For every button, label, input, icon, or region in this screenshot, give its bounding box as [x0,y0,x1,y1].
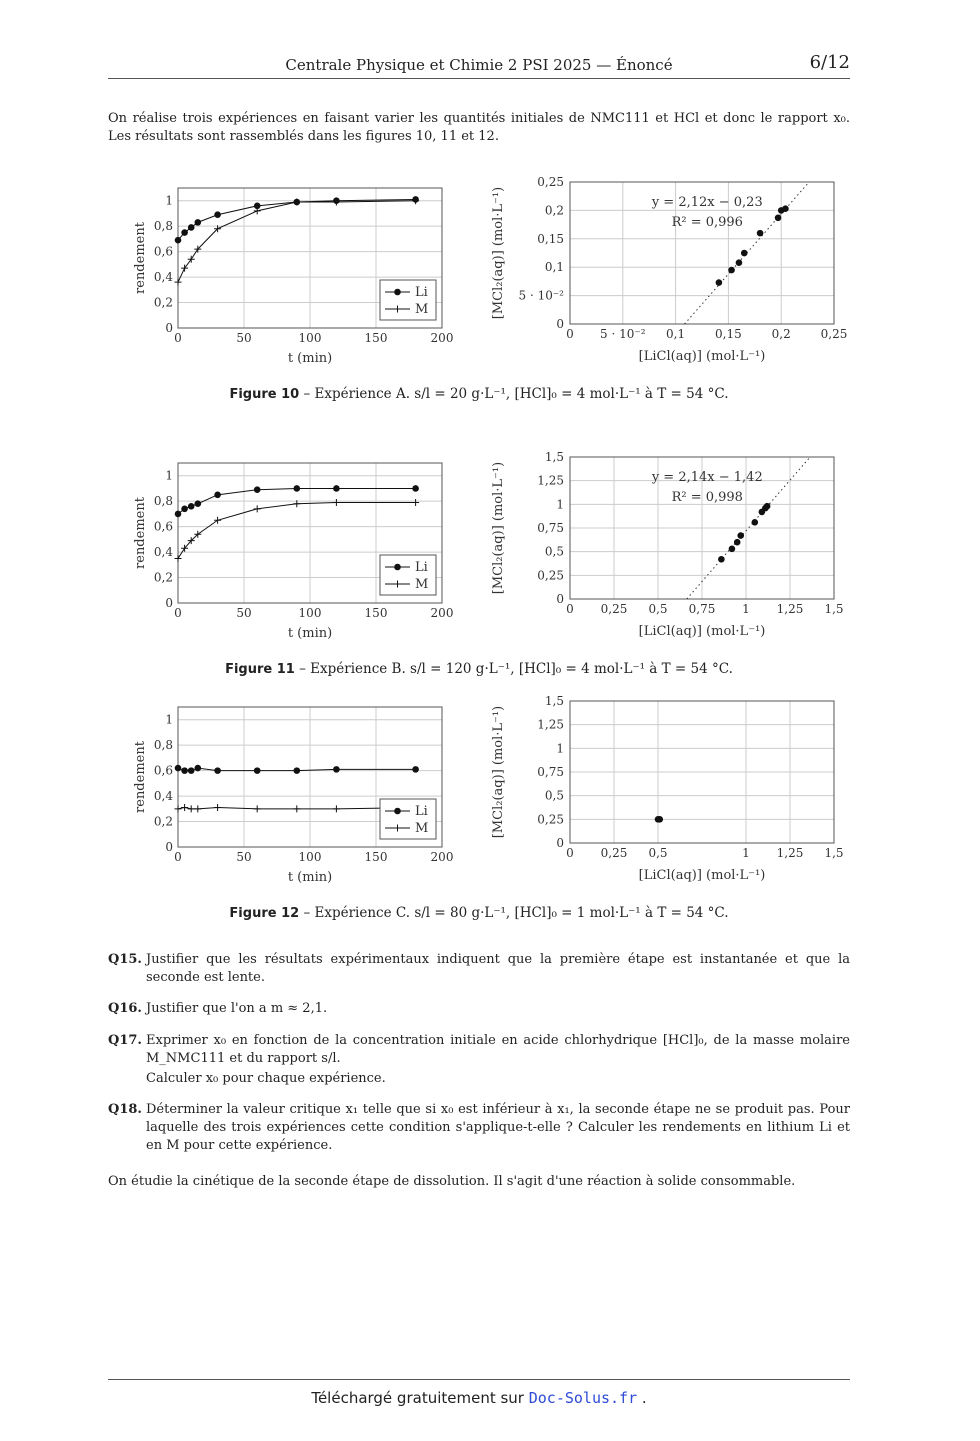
series-M-point [214,517,221,524]
series-M-point [181,265,188,272]
header-title: Centrale Physique et Chimie 2 PSI 2025 — Énoncé [285,56,673,74]
r-squared: R² = 0,998 [671,490,743,505]
series-Li-line [178,199,416,240]
series-M-point [181,804,188,811]
figure-12-charts [108,689,850,889]
question-15-text: Justifier que les résultats expérimentaux indiquent que la première étape est instantanée et que la seconde est lente. [146,952,850,985]
y-axis-label: [MCl₂(aq)] (mol·L⁻¹) [491,461,506,595]
y-axis-label: [MCl₂(aq)] (mol·L⁻¹) [491,705,506,839]
y-axis-label: [MCl₂(aq)] (mol·L⁻¹) [491,186,506,320]
series-M-line [178,201,416,282]
series-Li-point [181,229,188,236]
data-point [741,250,748,257]
series-Li-point [294,485,301,492]
legend-li-label: Li [415,560,428,575]
question-16-number: Q16. [108,1001,142,1016]
question-17-text-2: Calculer x₀ pour chaque expérience. [146,1071,386,1086]
figure-11-caption [108,661,850,677]
x-tick-label: 0,25 [820,327,848,341]
legend-m-label: M [415,821,429,836]
y-tick-label: 0,25 [537,568,564,583]
x-tick-label: 0,5 [648,846,668,860]
series-M-point [175,555,182,562]
legend-li-label: Li [415,804,428,819]
series-M-point [254,805,261,812]
x-tick-label: 0 [566,846,574,860]
series-Li-point [214,767,221,774]
x-axis-label: [LiCl(aq)] (mol·L⁻¹) [638,868,766,883]
y-tick-label: 0,4 [153,270,173,285]
legend-li-marker [394,289,401,296]
series-Li-point [188,767,195,774]
footer-suffix: . [637,1389,647,1407]
series-Li-point [333,485,340,492]
question-15-number: Q15. [108,952,142,967]
question-18-number: Q18. [108,1102,142,1117]
y-tick-label: 0,4 [153,789,173,804]
legend-li-marker [394,808,401,815]
series-M-point [194,805,201,812]
series-Li-point [188,503,195,510]
question-17-text: Exprimer x₀ en fonction de la concentration initiale en acide chlorhydrique [HCl]₀, de la masse molaire M_NMC111 et du rapport s/l. [146,1033,850,1066]
x-tick-label: 100 [298,331,322,345]
figure-10 [108,170,850,410]
series-Li-point [412,485,419,492]
series-M-point [412,499,419,506]
data-point [775,214,782,221]
figure-12 [108,689,850,929]
figure-11 [108,445,850,685]
closing-paragraph: On étudie la cinétique de la seconde étape de dissolution. Il s'agit d'une réaction à solide consommable. [108,1174,796,1189]
legend-m-label: M [415,577,429,592]
x-tick-label: 0,2 [771,327,791,341]
data-point [757,230,764,237]
y-tick-label: 0,2 [544,203,564,218]
y-tick-label: 0 [556,317,564,331]
r-squared: R² = 0,996 [671,215,743,230]
data-point [718,556,725,563]
x-tick-label: 100 [298,850,322,864]
y-tick-label: 1 [165,468,173,483]
x-tick-label: 5 · 10⁻² [600,327,646,341]
x-tick-label: 0,15 [715,327,742,341]
series-M-line [178,502,416,558]
figure-12-label: Figure 12 [229,906,300,921]
series-Li-point [333,766,340,773]
y-tick-label: 1 [165,193,173,208]
y-tick-label: 0,4 [153,545,173,560]
figure-11-caption-text: – Expérience B. s/l = 120 g·L⁻¹, [HCl]₀ = 4 mol·L⁻¹ à T = 54 °C. [294,661,733,677]
figure-12-caption [108,905,850,921]
series-M-point [293,199,300,206]
fig2-right-chart [491,694,844,883]
intro-paragraph: On réalise trois expériences en faisant varier les quantités initiales de NMC111 et HCl et donc le rapport x₀. Les résultats sont rassemblés dans les figures 10, 11 et 12. [108,111,850,144]
figure-11-charts [108,445,850,645]
x-tick-label: 1 [742,846,750,860]
x-tick-label: 0 [174,606,182,620]
footer-text [108,1389,850,1407]
y-tick-label: 0,15 [537,231,564,246]
x-tick-label: 100 [298,606,322,620]
series-M-point [333,499,340,506]
x-tick-label: 0 [566,602,574,616]
series-Li-point [195,219,202,226]
fit-equation: y = 2,12x − 0,23 [651,195,763,210]
figure-10-label: Figure 10 [229,387,300,402]
y-tick-label: 0,8 [153,219,173,234]
x-tick-label: 0,75 [688,602,716,616]
question-16-text: Justifier que l'on a m ≈ 2,1. [146,1001,328,1016]
x-tick-label: 150 [364,331,388,345]
question-15 [108,951,850,987]
series-Li-point [214,211,221,218]
question-16 [108,1000,850,1018]
x-tick-label: 1,25 [776,602,804,616]
series-Li-point [254,767,261,774]
y-tick-label: 0,2 [153,295,173,310]
data-point [737,532,744,539]
x-axis-label: t (min) [287,870,333,885]
data-point [736,259,743,266]
series-M-point [214,804,221,811]
series-Li-point [412,766,419,773]
y-tick-label: 1 [165,712,173,727]
legend-li-marker [394,564,401,571]
series-Li-point [195,765,202,772]
y-axis-label: rendement [133,741,148,813]
series-M-point [175,279,182,286]
question-17 [108,1032,850,1088]
x-tick-label: 0,25 [600,846,628,860]
y-tick-label: 0,6 [153,244,173,259]
fig0-left-chart [133,188,453,366]
fig1-right-chart [491,450,844,639]
footer-prefix: Téléchargé gratuitement sur [311,1389,529,1407]
series-M-point [188,256,195,263]
y-axis-label: rendement [133,222,148,294]
x-axis-label: [LiCl(aq)] (mol·L⁻¹) [638,624,766,639]
legend-li-label: Li [415,285,428,300]
x-tick-label: 0 [174,331,182,345]
series-Li-point [175,765,182,772]
series-Li-point [214,492,221,499]
x-tick-label: 50 [236,850,252,864]
y-tick-label: 0,2 [153,570,173,585]
y-tick-label: 0,75 [537,521,564,535]
data-point [752,519,759,526]
series-M-point [333,805,340,812]
y-tick-label: 0,75 [537,765,564,779]
y-tick-label: 0,8 [153,738,173,753]
question-18 [108,1101,850,1155]
x-tick-label: 1,5 [824,846,844,860]
x-tick-label: 0,5 [648,602,668,616]
y-tick-label: 1,25 [537,717,564,732]
x-axis-label: [LiCl(aq)] (mol·L⁻¹) [638,349,766,364]
series-M-point [254,207,261,214]
fig0-right-chart [491,175,847,364]
question-18-text: Déterminer la valeur critique x₁ telle que si x₀ est inférieur à x₁, la seconde étape ne se produit pas. Pour laquelle des trois expériences cette condition s'applique-t-elle ? Calculer les rendements en lithium Li et en M pour cette expérience. [146,1102,850,1153]
series-M-point [254,505,261,512]
series-Li-point [181,767,188,774]
x-tick-label: 1,5 [824,602,844,616]
data-point [729,546,736,553]
y-tick-label: 0,5 [544,544,564,559]
y-tick-label: 0,25 [537,175,564,189]
page-number: 6/12 [809,52,850,73]
data-point [764,503,771,510]
question-17-number: Q17. [108,1033,142,1048]
legend-m-label: M [415,302,429,317]
y-tick-label: 0,8 [153,494,173,509]
fit-equation: y = 2,14x − 1,42 [651,470,763,485]
y-tick-label: 0 [165,596,173,610]
y-tick-label: 1,5 [544,450,564,464]
y-tick-label: 1,5 [544,694,564,708]
fig1-left-chart [133,463,453,641]
x-tick-label: 200 [430,606,454,620]
y-tick-label: 0,6 [153,763,173,778]
y-tick-label: 0 [165,321,173,335]
x-tick-label: 0 [174,850,182,864]
data-point [728,267,735,274]
x-tick-label: 1 [742,602,750,616]
x-tick-label: 50 [236,606,252,620]
figure-10-caption-text: – Expérience A. s/l = 20 g·L⁻¹, [HCl]₀ = 4 mol·L⁻¹ à T = 54 °C. [299,386,729,402]
y-tick-label: 1 [556,497,564,512]
series-Li-point [188,224,195,231]
y-tick-label: 0,2 [153,814,173,829]
y-tick-label: 0 [556,836,564,850]
x-tick-label: 0,25 [600,602,628,616]
figure-10-caption [108,386,850,402]
figure-12-caption-text: – Expérience C. s/l = 80 g·L⁻¹, [HCl]₀ = 1 mol·L⁻¹ à T = 54 °C. [299,905,729,921]
data-point [656,816,663,823]
figure-10-charts [108,170,850,370]
y-tick-label: 0,5 [544,788,564,803]
x-tick-label: 150 [364,606,388,620]
fig2-left-chart [133,707,453,885]
x-tick-label: 0 [566,327,574,341]
series-M-point [293,805,300,812]
x-tick-label: 200 [430,331,454,345]
x-tick-label: 1,25 [776,846,804,860]
y-tick-label: 1,25 [537,473,564,488]
y-tick-label: 0,6 [153,519,173,534]
series-Li-point [181,506,188,513]
y-tick-label: 5 · 10⁻² [518,288,564,303]
page-header [108,54,850,79]
series-Li-point [195,500,202,507]
data-point [716,279,723,286]
series-Li-point [175,237,182,244]
series-Li-point [254,486,261,493]
page-footer [108,1379,850,1407]
data-point [734,539,741,546]
figure-11-label: Figure 11 [225,662,295,677]
x-tick-label: 0,1 [666,327,686,341]
y-tick-label: 0,1 [544,260,564,275]
x-axis-label: t (min) [287,626,333,641]
series-Li-point [175,511,182,518]
series-M-point [175,805,182,812]
x-tick-label: 150 [364,850,388,864]
x-tick-label: 50 [236,331,252,345]
y-axis-label: rendement [133,497,148,569]
x-tick-label: 200 [430,850,454,864]
series-M-point [188,805,195,812]
doc-solus-link[interactable]: Doc-Solus.fr [528,1389,638,1407]
series-Li-point [294,767,301,774]
y-tick-label: 1 [556,741,564,756]
y-tick-label: 0 [556,592,564,606]
y-tick-label: 0 [165,840,173,854]
x-axis-label: t (min) [287,351,333,366]
y-tick-label: 0,25 [537,812,564,827]
data-point [782,205,789,212]
